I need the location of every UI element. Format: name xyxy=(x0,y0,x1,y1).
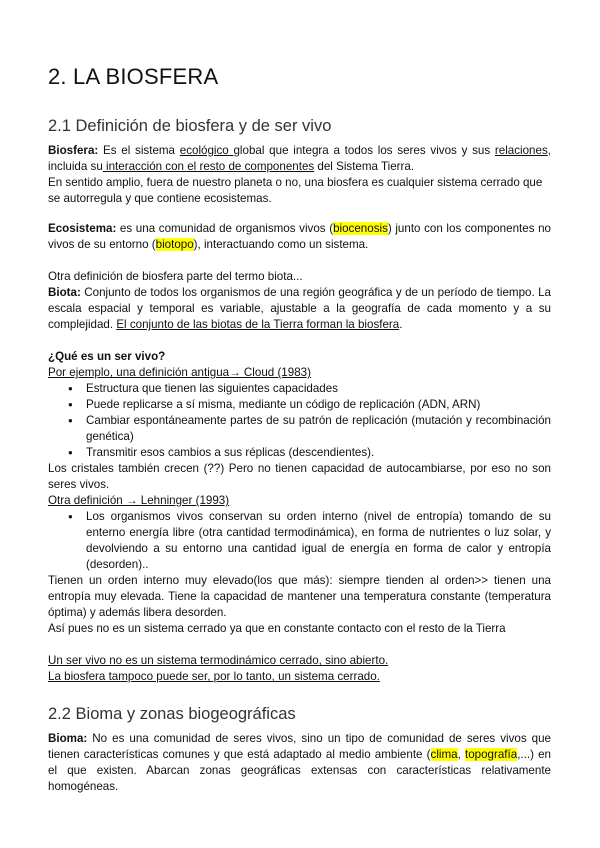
text: . xyxy=(399,318,403,331)
text: del Sistema Tierra. xyxy=(314,160,415,173)
text: global que integra a todos los seres vivos y sus xyxy=(233,144,495,157)
list-item: ● Cambiar espontáneamente partes de su patrón de replicación (mutación y recombinación genética) xyxy=(48,413,551,445)
list-item: ● Puede replicarse a sí misma, mediante un código de replicación (ADN, ARN) xyxy=(48,397,551,413)
text: , incluida su xyxy=(48,144,551,173)
biosfera-paragraph xyxy=(48,143,551,175)
cloud-list xyxy=(48,381,551,461)
bioma-term: Bioma: xyxy=(48,732,88,745)
biota-term: Biota: xyxy=(48,286,81,299)
list-item: ● Estructura que tienen las siguientes capacidades xyxy=(48,381,551,397)
text: ), interactuando como un sistema. xyxy=(193,238,369,251)
ecosistema-paragraph xyxy=(48,221,551,253)
highlight-biocenosis: biocenosis xyxy=(333,222,388,235)
text: No es una comunidad de seres vivos, sino un tipo de comunidad de seres vivos que tienen características comunes y que está adaptado al medio ambiente ( xyxy=(48,732,551,761)
text: Conjunto de todos los organismos de una región geográfica y de un período de tiempo. La escala espacial y temporal es variable, ajustable a la geografía de cada momento y a su complejidad. xyxy=(48,286,551,331)
bioma-paragraph xyxy=(48,731,551,795)
text: ) junto con los componentes no vivos de su entorno ( xyxy=(48,222,552,251)
lehninger-list xyxy=(48,509,551,573)
text: es una comunidad de organismos vivos ( xyxy=(116,222,334,235)
highlight-biotopo: biotopo xyxy=(155,238,194,251)
asi-pues-paragraph: Así pues no es un sistema cerrado ya que en constante contacto con el resto de la Tierra xyxy=(48,622,506,635)
ser-vivo-question xyxy=(48,349,551,365)
text: , xyxy=(457,748,465,761)
underlined-text: El conjunto de las biotas de la Tierra forman la biosfera xyxy=(116,318,400,331)
underlined-text: ecológico xyxy=(179,144,234,157)
list-item: ● Transmitir esos cambios a sus réplicas (descendientes). xyxy=(48,445,551,461)
biosfera-term: Biosfera: xyxy=(48,144,99,157)
underlined-text: interacción con el resto de componentes xyxy=(102,160,315,173)
biota-paragraph xyxy=(48,285,551,333)
section-2-2-heading: 2.2 Bioma y zonas biogeográficas xyxy=(48,705,296,723)
biosfera-amplio-paragraph: En sentido amplio, fuera de nuestro planeta o no, una biosfera es cualquier sistema cerrado que se autorregula y que contiene ecosistemas. xyxy=(48,176,543,205)
section-2-1-heading: 2.1 Definición de biosfera y de ser vivo xyxy=(48,117,332,135)
lehninger-definition-line: Otra definición → Lehninger (1993) xyxy=(48,494,230,507)
text: ,...) en el que existen. Abarcan zonas geográficas extensas con características relativamente homogéneas. xyxy=(48,748,551,793)
conclusion-line-1: Un ser vivo no es un sistema termodinámico cerrado, sino abierto. xyxy=(48,654,389,667)
cristales-paragraph: Los cristales también crecen (??) Pero no tienen capacidad de autocambiarse, por eso no son seres vivos. xyxy=(48,462,551,491)
ecosistema-term: Ecosistema: xyxy=(48,222,117,235)
question-title: ¿Qué es un ser vivo? xyxy=(48,350,166,363)
conclusion-line-2: La biosfera tampoco puede ser, por lo tanto, un sistema cerrado. xyxy=(48,670,380,683)
orden-paragraph: Tienen un orden interno muy elevado(los que más): siempre tienden al orden>> tienen una entropía muy elevada. Tiene la capacidad de mantener una temperatura constante (temperatura óptima) y además libera desorden. xyxy=(48,574,551,619)
otra-definicion-line: Otra definición de biosfera parte del termo biota... xyxy=(48,270,303,283)
cloud-definition-line: Por ejemplo, una definición antigua→ Cloud (1983) xyxy=(48,366,311,379)
highlight-topografia: topografía xyxy=(464,748,518,761)
highlight-clima: clima xyxy=(430,748,458,761)
page-title: 2. LA BIOSFERA xyxy=(48,64,219,89)
underlined-text: relaciones xyxy=(494,144,548,157)
text: Es el sistema xyxy=(98,144,180,157)
list-item: ● Los organismos vivos conservan su orden interno (nivel de entropía) tomando de su enterno energía libre (otra cantidad termodinámica), en forma de nutrientes o luz solar, y devolviendo a su entorno una cantidad igual de energía en forma de calor y entropía (desorden).. xyxy=(48,509,551,573)
